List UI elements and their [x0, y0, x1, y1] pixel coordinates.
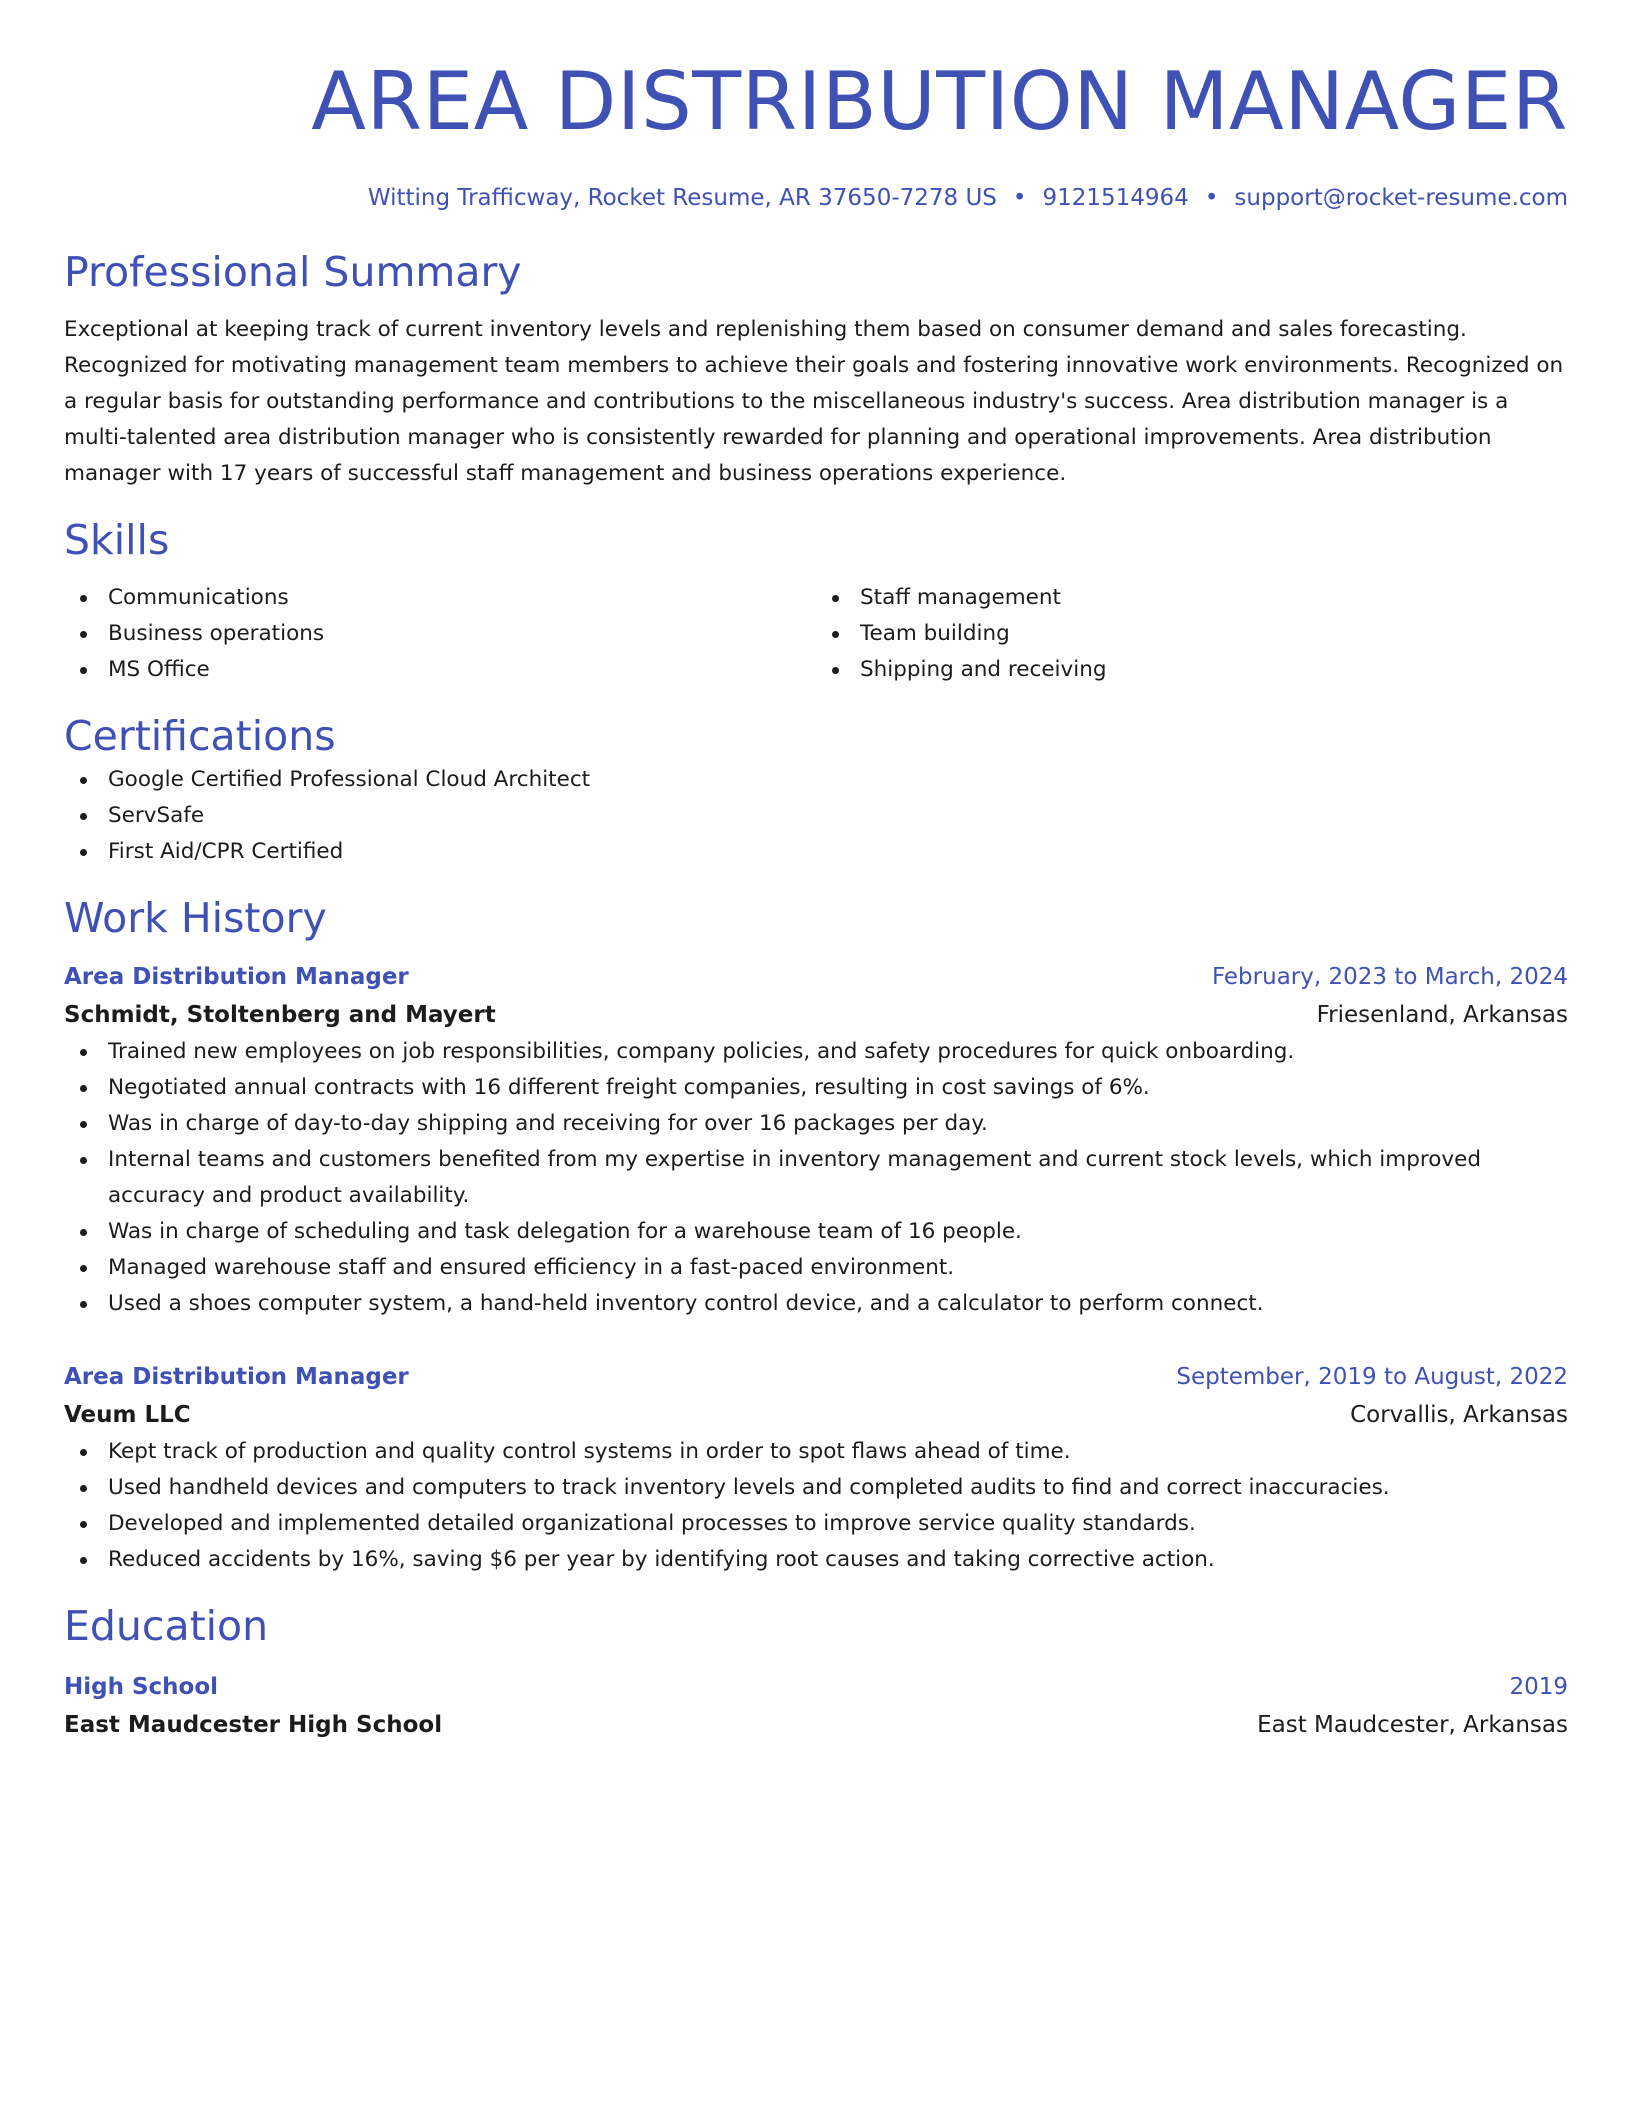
job-title: Area Distribution Manager	[64, 1364, 409, 1390]
job-location: Corvallis, Arkansas	[1350, 1402, 1568, 1428]
contact-phone: 9121514964	[1042, 185, 1189, 211]
skill-item: MS Office	[64, 652, 816, 688]
job-duty: Used handheld devices and computers to track inventory levels and completed audits to find and correct inaccuracies.	[64, 1470, 1568, 1506]
job-company-row	[64, 1396, 1568, 1434]
contact-separator: •	[1204, 185, 1219, 211]
skill-item: Team building	[816, 616, 1568, 652]
contact-email[interactable]: support@rocket-resume.com	[1234, 185, 1568, 211]
certifications-list	[64, 762, 1568, 870]
skills-column-right	[816, 580, 1568, 688]
job-location: Friesenland, Arkansas	[1316, 1002, 1568, 1028]
job-company: Veum LLC	[64, 1402, 191, 1428]
job-duties-list	[64, 1034, 1568, 1322]
job-duty: Trained new employees on job responsibilities, company policies, and safety procedures for quick onboarding.	[64, 1034, 1568, 1070]
job-dates: September, 2019 to August, 2022	[1176, 1364, 1568, 1390]
certification-item: First Aid/CPR Certified	[64, 834, 1568, 870]
job-duty: Developed and implemented detailed organizational processes to improve service quality standards.	[64, 1506, 1568, 1542]
education-year: 2019	[1509, 1674, 1568, 1700]
job-entry	[64, 958, 1568, 1322]
resume-name-title: AREA DISTRIBUTION MANAGER	[311, 55, 1568, 148]
education-location: East Maudcester, Arkansas	[1257, 1712, 1568, 1738]
work-history-heading: Work History	[64, 894, 327, 942]
certification-item: ServSafe	[64, 798, 1568, 834]
job-header-row	[64, 958, 1568, 996]
contact-separator: •	[1012, 185, 1027, 211]
job-duty: Internal teams and customers benefited from my expertise in inventory management and current stock levels, which improved accuracy and product availability.	[64, 1142, 1568, 1214]
job-company-row	[64, 996, 1568, 1034]
job-duty: Used a shoes computer system, a hand-held inventory control device, and a calculator to perform connect.	[64, 1286, 1568, 1322]
skill-item: Shipping and receiving	[816, 652, 1568, 688]
job-duty: Was in charge of day-to-day shipping and receiving for over 16 packages per day.	[64, 1106, 1568, 1142]
skill-item: Staff management	[816, 580, 1568, 616]
education-school: East Maudcester High School	[64, 1712, 443, 1738]
skill-item: Communications	[64, 580, 816, 616]
education-entry	[64, 1668, 1568, 1744]
education-school-row	[64, 1706, 1568, 1744]
job-duty: Kept track of production and quality control systems in order to spot flaws ahead of time.	[64, 1434, 1568, 1470]
certifications-heading: Certifications	[64, 712, 336, 760]
certification-item: Google Certified Professional Cloud Architect	[64, 762, 1568, 798]
job-duty: Managed warehouse staff and ensured efficiency in a fast-paced environment.	[64, 1250, 1568, 1286]
education-degree: High School	[64, 1674, 219, 1700]
skills-column-left	[64, 580, 816, 688]
skill-item: Business operations	[64, 616, 816, 652]
job-company: Schmidt, Stoltenberg and Mayert	[64, 1002, 496, 1028]
job-title: Area Distribution Manager	[64, 964, 409, 990]
job-entry	[64, 1358, 1568, 1578]
education-heading: Education	[64, 1602, 269, 1650]
job-header-row	[64, 1358, 1568, 1396]
skills-list	[64, 580, 1568, 688]
job-duty: Reduced accidents by 16%, saving $6 per year by identifying root causes and taking corrective action.	[64, 1542, 1568, 1578]
job-dates: February, 2023 to March, 2024	[1211, 964, 1568, 990]
skills-heading: Skills	[64, 516, 170, 564]
contact-address: Witting Trafficway, Rocket Resume, AR 37650-7278 US	[367, 185, 997, 211]
summary-text: Exceptional at keeping track of current inventory levels and replenishing them based on consumer demand and sales forecasting. Recognized for motivating management team members to achieve their goals and fostering innovative work environments. Recognized on a regular basis for outstanding performance and contributions to the miscellaneous industry's success. Area distribution manager is a multi-talented area distribution manager who is consistently rewarded for planning and operational improvements. Area distribution manager with 17 years of successful staff management and business operations experience.	[64, 317, 1564, 486]
job-duty: Was in charge of scheduling and task delegation for a warehouse team of 16 people.	[64, 1214, 1568, 1250]
contact-line	[64, 182, 1568, 214]
job-duty: Negotiated annual contracts with 16 different freight companies, resulting in cost savings of 6%.	[64, 1070, 1568, 1106]
education-header-row	[64, 1668, 1568, 1706]
job-duties-list	[64, 1434, 1568, 1578]
summary-heading: Professional Summary	[64, 248, 522, 296]
